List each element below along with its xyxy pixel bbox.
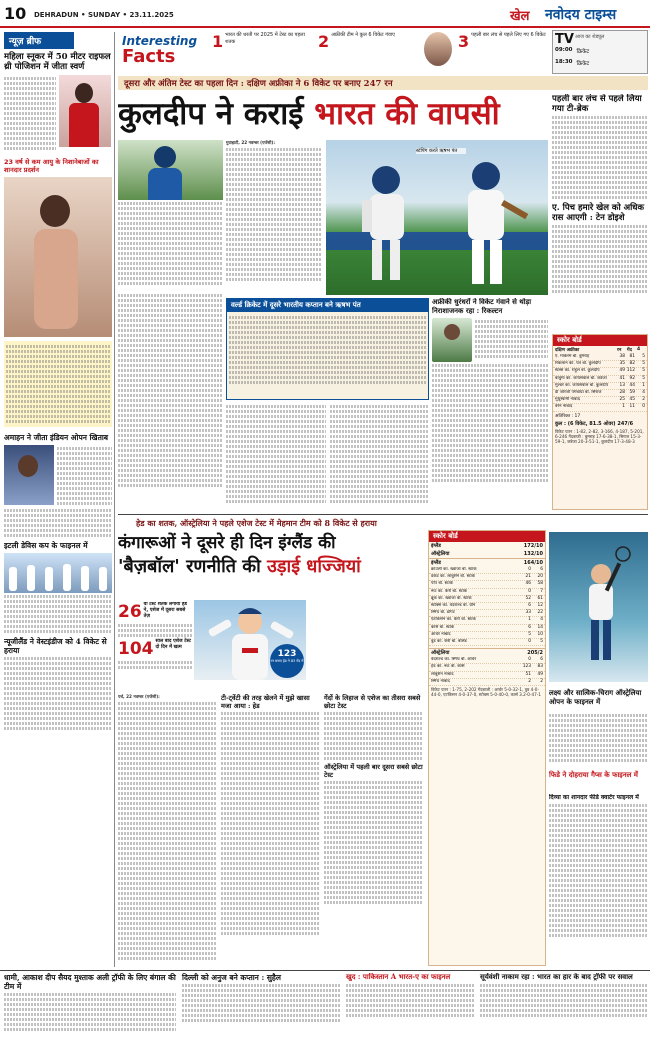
eng-headline-line2a: 'बैज़बॉल' रणनीति की — [118, 556, 268, 577]
main-kicker: दूसरा और अंतिम टेस्ट का पहला दिन : दक्षिण अफ्रीका ने 6 विकेट पर बनाए 247 रन — [118, 76, 648, 90]
kuldeep-photo — [118, 140, 223, 200]
scoreboard-row — [429, 632, 545, 639]
eng-cell: 61 — [537, 595, 543, 601]
scoreboard-sa: स्कोर बोर्ड दक्षिण अफ्रीका रन गेंद 4 ए. मार्करम बो. बुमराह 38 81 5 रिकल्टन का. पंत बो. कुलदीप 35 82 5 स्टब्स का. राहुल बो. कुलदीप 49 112 5 बावुमा का. जायसवाल बो. जडेजा 41 92 5 मुल्डर का. जायसवाल बो. कुलदीप 13 44 1 डी जोरजी पगबाधा बो. सिराज 28 59 4 मुथुस्वामी नाबाद 25 45 2 वेरेन नाबाद 1 11 0 अतिरिक्त : 17 कुल : (6 विकेट, 81.5 ओवर) 247/6 विकेट पतन : 1-82, 2-82, 3-166, 4-187, 5-201, 6-246 गेंदबाजी : बुमराह 17-6-38-1, सिराज 15-3-59-1, जडेजा 20-3-51-1, कुलदीप 17-3-48-3 — [552, 334, 648, 510]
rickelton-photo — [432, 318, 472, 362]
sa-cell: 25 — [619, 397, 625, 403]
scoreboard-row — [429, 639, 545, 646]
scoreboard-row — [553, 383, 647, 390]
sa-cell: 5 — [642, 375, 645, 381]
story-col-left-lower — [118, 292, 223, 512]
side-stories — [552, 94, 648, 332]
bottom-headline-4: सूर्यवंशी नाकाम रहा : भारत का हार के बाद ट्रॉफी पर सवाल — [480, 973, 633, 981]
main-story-col-2 — [226, 140, 322, 288]
eng-cell: 46 — [525, 581, 531, 587]
sa-cell: 1 — [622, 404, 625, 410]
eng-cell: कार्स बो. स्टार्क — [431, 624, 455, 630]
scoreboard-row — [429, 581, 545, 588]
scoreboard-ashes-title: स्कोर बोर्ड — [429, 531, 545, 542]
masthead — [0, 0, 650, 28]
aus-cell: वेदराल्ड का. स्मिथ बो. आर्चर — [431, 657, 477, 663]
shooter-photo — [59, 75, 111, 147]
eng-cell: 20 — [537, 574, 543, 580]
sa-cell: 112 — [626, 368, 635, 374]
eng-cell: पोप बो. स्टार्क — [431, 581, 453, 587]
fact-3: 3 पहली बार लंच से पहले लिए गए 6 विकेट — [458, 32, 546, 51]
sa-cell: 13 — [619, 382, 625, 388]
head-badge: 123 रन बनाए हेड ने 83 गेंद में — [270, 644, 304, 678]
scoreboard-sa-extras: अतिरिक्त : 17 — [555, 413, 581, 419]
sa-cell: 5 — [642, 368, 645, 374]
stat-number-1: 26 — [118, 602, 142, 622]
sa-cell: 0 — [642, 404, 645, 410]
sa-cell: 59 — [629, 390, 635, 396]
sa-cell: 1 — [642, 382, 645, 388]
eng-cell: 21 — [525, 574, 531, 580]
aus-cell: 6 — [540, 657, 543, 663]
facts-title-big: Interesting — [122, 34, 198, 48]
sa-cell: 35 — [619, 361, 625, 367]
eng-cell: 6 — [540, 567, 543, 572]
eng-cell: 5 — [540, 639, 543, 645]
indian-open-photo — [4, 445, 54, 505]
sa-cell: ए. मार्करम बो. बुमराह — [555, 354, 590, 359]
facts-strip — [118, 30, 548, 72]
sa-cell: 28 — [619, 390, 625, 396]
sa-cell: मुथुस्वामी नाबाद — [555, 397, 580, 403]
rickelton-story — [432, 298, 548, 512]
aus-cell: 49 — [537, 671, 543, 677]
eng-cell: आर्चर नाबाद — [431, 631, 451, 637]
eng-cell: रूट का. कैरी बो. स्टार्क — [431, 588, 468, 594]
scoreboard-ashes-fall: विकेट पतन : 1-75, 2-202 गेंदबाजी : आर्चर 5-0-32-1, वुड 4-0-44-0, एटकिंसन 4-0-37-0, स्टोक्स 5-0-40-0, कार्स 3.2-0-47-1 — [431, 687, 541, 698]
main-story-col — [118, 140, 223, 288]
sa-cell: 5 — [642, 354, 645, 359]
sa-cell: 49 — [619, 368, 625, 374]
eng-cell: 4 — [540, 617, 543, 623]
scoreboard-row — [429, 617, 545, 624]
scoreboard-ashes: स्कोर बोर्ड इंग्लैंड 172/10 ऑस्ट्रेलिया 132/10 इंग्लैंड 164/10 क्राउली का. ख्वाजा बो. स्टार्क 0 6 डकेट का. लाबुशेन बो. स्टार्क 21 20 पोप बो. स्टार्क 46 58 रूट का. कैरी बो. स्टार्क 0 7 ब्रूक का. ख्वाजा बो. स्टार्क 52 61 स्टोक्स का. वेदराल्ड बो. ग्रीन 6 12 स्मिथ बो. डोगेट 33 22 एटकिंसन का. कैरी बो. स्टार्क 1 4 कार्स बो. स्टार्क 6 14 आर्चर नाबाद 5 10 वुड का. कैरी बो. बोलैंड 0 5 ऑस्ट्रेलिया 205/2 वेदराल्ड का. स्मिथ बो. आर्चर 0 6 हेड का. रूट बो. कार्स 123 83 लाबुशेन नाबाद 51 49 स्मिथ नाबाद 2 2 विकेट पतन : 1-75, 2-202 गेंदबाजी : आर्चर 5-0-32-1, वुड 4-0-44-0, एटकिंसन 4-0-37-0, स्टोक्स 5-0-40-0, कार्स 3.2-0-47-1 — [428, 530, 546, 966]
aus-cell: हेड का. रूट बो. कार्स — [431, 664, 465, 670]
eng-cell: 22 — [537, 610, 543, 616]
sa-cell: मुल्डर का. जायसवाल बो. कुलदीप — [555, 382, 609, 388]
sa-cell: 38 — [619, 354, 625, 359]
scoreboard-row — [553, 368, 647, 375]
side-headline-1: पहली बार लंच से पहले लिया गया टी-ब्रेक — [552, 94, 642, 114]
aus-cell: 51 — [525, 671, 531, 677]
eng-cell: 10 — [537, 631, 543, 637]
bottom-strip — [4, 973, 648, 1041]
eng-stats: 26 वां टेस्ट शतक लगाया हेड ने, एशेज में दूसरा सबसे तेज़ 104 साल बाद एशेज टेस्ट दो दिन में खत्म — [118, 602, 192, 692]
eng-cell: वुड का. कैरी बो. बोलैंड — [431, 639, 467, 645]
pant-box — [226, 298, 429, 400]
eng-cell: 6 — [528, 603, 531, 609]
side-headline-2: ए. पिच हमारे खेल को अधिक रास आएगी : टेन डोइशे — [552, 203, 645, 223]
rickelton-headline: अफ्रीकी धुरंधरों ने विकेट गंवाने से थोड़ा निराशाजनक रहा : रिकल्टन — [432, 298, 532, 315]
sa-cell: 45 — [629, 397, 635, 403]
eng-cell: 12 — [537, 603, 543, 609]
brief-headline-1: महिला स्नूकर में 50 मीटर राइफल थ्री पोजिशन में जीता स्वर्ण — [4, 52, 111, 72]
aus-cell: 83 — [537, 664, 543, 670]
sa-cell: 81 — [629, 354, 635, 359]
eng-cell: क्राउली का. ख्वाजा बो. स्टार्क — [431, 567, 477, 572]
brief-headline-2: 23 वर्ष से कम आयु के निशानेबाजों का शानदार प्रदर्शन — [4, 158, 99, 174]
brief-headline-4: इटली डेविस कप के फाइनल में — [4, 541, 88, 550]
eng-cell: 14 — [537, 624, 543, 630]
scoreboard-row — [429, 596, 545, 603]
headline-part-a: कुलदीप ने कराई — [118, 96, 315, 132]
eng-headline-line1: कंगारूओं ने दूसरे ही दिन इंग्लैंड की — [118, 533, 336, 553]
fact-2: 2 अफ्रीकी टीम ने कुल 6 विकेट गंवाए — [318, 32, 395, 51]
tv-row-1: 09:00 क्रिकेट — [555, 47, 590, 55]
scoreboard-row — [429, 625, 545, 632]
brief-photo-1 — [4, 177, 112, 337]
lakshya-headline: लक्ष्य और सात्विक-चिराग ऑस्ट्रेलिया ओपन के फाइनल में — [549, 688, 642, 706]
brief-headline-5: न्यूजीलैंड ने वेस्टइंडीज को 4 विकेट से हराया — [4, 637, 107, 655]
facts-title — [122, 34, 206, 66]
main-headline — [118, 92, 548, 136]
eng-sub-headline-1: टी-ट्वेंटी की तरह खेलने में मुझे खासा मजा आया : हेड — [221, 694, 310, 710]
eng-cell: स्टोक्स का. वेदराल्ड बो. ग्रीन — [431, 603, 476, 609]
sa-cell: बावुमा का. जायसवाल बो. जडेजा — [555, 375, 607, 381]
eng-headline — [118, 532, 423, 602]
scoreboard-row — [429, 672, 545, 679]
eng-cell: 0 — [528, 588, 531, 594]
sa-cell: डी जोरजी पगबाधा बो. सिराज — [555, 390, 602, 396]
fide-subheadline: दिव्या का शानदार फीडे क्वार्टर फाइनल में — [549, 794, 639, 801]
aus-cell: 2 — [540, 678, 543, 684]
scoreboard-row — [553, 404, 647, 411]
lakshya-story — [549, 712, 648, 768]
brand-sport: खेल — [510, 9, 530, 24]
aus-cell: 123 — [522, 664, 531, 670]
bottom-headline-2: दिल्ली को अनुज बने कप्तान : सुहैल — [182, 973, 281, 982]
sa-cell: 92 — [629, 375, 635, 381]
sa-cell: 2 — [642, 397, 645, 403]
eng-cell: 7 — [540, 588, 543, 594]
davis-cup-photo — [4, 553, 112, 593]
sa-cell: 41 — [619, 375, 625, 381]
scoreboard-row — [429, 664, 545, 671]
sa-cell: रिकल्टन का. पंत बो. कुलदीप — [555, 361, 601, 367]
scoreboard-row — [553, 376, 647, 383]
eng-story — [118, 694, 423, 966]
tv-schedule — [552, 30, 648, 74]
tv-row-2: 18:30 क्रिकेट — [555, 59, 590, 67]
tv-title: TV — [555, 32, 574, 47]
aus-cell: लाबुशेन नाबाद — [431, 671, 454, 677]
fide-story — [549, 794, 648, 966]
eng-cell: डकेट का. लाबुशेन बो. स्टार्क — [431, 574, 475, 580]
scoreboard-sa-title: स्कोर बोर्ड — [553, 335, 647, 346]
sa-cell: स्टब्स का. राहुल बो. कुलदीप — [555, 368, 600, 374]
scoreboard-row — [429, 589, 545, 596]
badminton-image — [549, 532, 648, 682]
eng-cell: 0 — [528, 567, 531, 572]
story-mid-lower — [226, 403, 429, 511]
fide-headline: फिडे ने दोहराया गैप्स के फाइनल में — [549, 770, 638, 779]
headline-part-b: भारत की वापसी — [314, 96, 500, 132]
stat-number-2: 104 — [118, 639, 154, 659]
scoreboard-sa-total: कुल : (6 विकेट, 81.5 ओवर) 247/6 — [555, 420, 634, 427]
tv-sub: आज का शेड्यूल — [575, 34, 605, 40]
eng-headline-line2b: उड़ाई धज्जियां — [267, 556, 361, 577]
pant-box-title: वर्ल्ड क्रिकेट में दूसरे भारतीय कप्तान बने ऋषभ पंत — [227, 299, 428, 312]
eng-cell: 58 — [537, 581, 543, 587]
aus-cell: 0 — [528, 657, 531, 663]
sa-cell: वेरेन नाबाद — [555, 404, 573, 410]
fact-photo — [424, 32, 452, 66]
eng-cell: एटकिंसन का. कैरी बो. स्टार्क — [431, 617, 476, 623]
bottom-headline-3: खुद : पाकिस्तान A भारत-ए का फाइनल — [346, 973, 451, 981]
news-brief-column — [4, 32, 112, 969]
sa-cell: 44 — [629, 382, 635, 388]
dateline: DEHRADUN • SUNDAY • 23.11.2025 — [34, 11, 174, 19]
head-photo — [194, 600, 306, 680]
eng-cell: 5 — [528, 631, 531, 637]
sa-cell: 82 — [629, 361, 635, 367]
facts-title-small: Facts — [122, 46, 176, 67]
eng-sub-headline-3: ऑस्ट्रेलिया में पहली बार दूसरा सबसे छोटा टेस्ट — [324, 763, 423, 779]
badminton-player-graphic — [549, 532, 648, 682]
eng-cell: स्मिथ बो. डोगेट — [431, 610, 455, 616]
bottom-headline-1: धामी, आकाश दीप सैयद मुश्ताक अली ट्रॉफी के लिए बंगाल की टीम में — [4, 973, 176, 991]
brief-headline-3: अमाहन ने जीता इंडियन ओपन खिताब — [4, 433, 109, 442]
eng-kicker: हेड का शतक, ऑस्ट्रेलिया ने पहले एशेज टेस्ट में मेहमान टीम को 8 विकेट से हराया — [136, 518, 377, 528]
sa-cell: 4 — [642, 390, 645, 396]
scoreboard-row — [429, 679, 545, 686]
page-number: 10 — [4, 4, 27, 23]
eng-cell: 6 — [528, 624, 531, 630]
fact-1: 1 भारत की धरती पर 2025 में टेस्ट का पहला शतक — [212, 32, 305, 51]
eng-sub-headline-2: गेंदों के लिहाज से एशेज का तीसरा सबसे छोटा टेस्ट — [324, 694, 421, 710]
main-dateline: गुवाहाटी, 22 नवम्बर (एजेंसी): — [226, 140, 276, 145]
main-photo — [326, 140, 548, 295]
sa-cell: 5 — [642, 361, 645, 367]
eng-cell: ब्रूक का. ख्वाजा बो. स्टार्क — [431, 595, 472, 601]
scoreboard-sa-team: दक्षिण अफ्रीका — [555, 348, 580, 353]
main-photo-caption: स्टंपिंग करते ऋषभ पंत — [416, 148, 466, 154]
eng-cell: 33 — [525, 610, 531, 616]
eng-cell: 0 — [528, 639, 531, 645]
aus-cell: स्मिथ नाबाद — [431, 678, 450, 684]
eng-dateline: पर्थ, 22 नवम्बर (एजेंसी): — [118, 694, 160, 699]
aus-cell: 2 — [528, 678, 531, 684]
eng-cell: 1 — [528, 617, 531, 623]
brief-tag: न्यूज़ ब्रीफ — [4, 32, 74, 49]
scoreboard-sa-fall: विकेट पतन : 1-82, 2-82, 3-166, 4-187, 5-201, 6-246 गेंदबाजी : बुमराह 17-6-38-1, सिराज 15-3-59-1, जडेजा 20-3-51-1, कुलदीप 17-3-48-3 — [555, 428, 644, 445]
cricket-players-graphic — [326, 140, 548, 295]
eng-cell: 52 — [525, 595, 531, 601]
sa-cell: 11 — [629, 404, 635, 410]
brand-logo: नवोदय टाइम्स — [545, 7, 617, 23]
